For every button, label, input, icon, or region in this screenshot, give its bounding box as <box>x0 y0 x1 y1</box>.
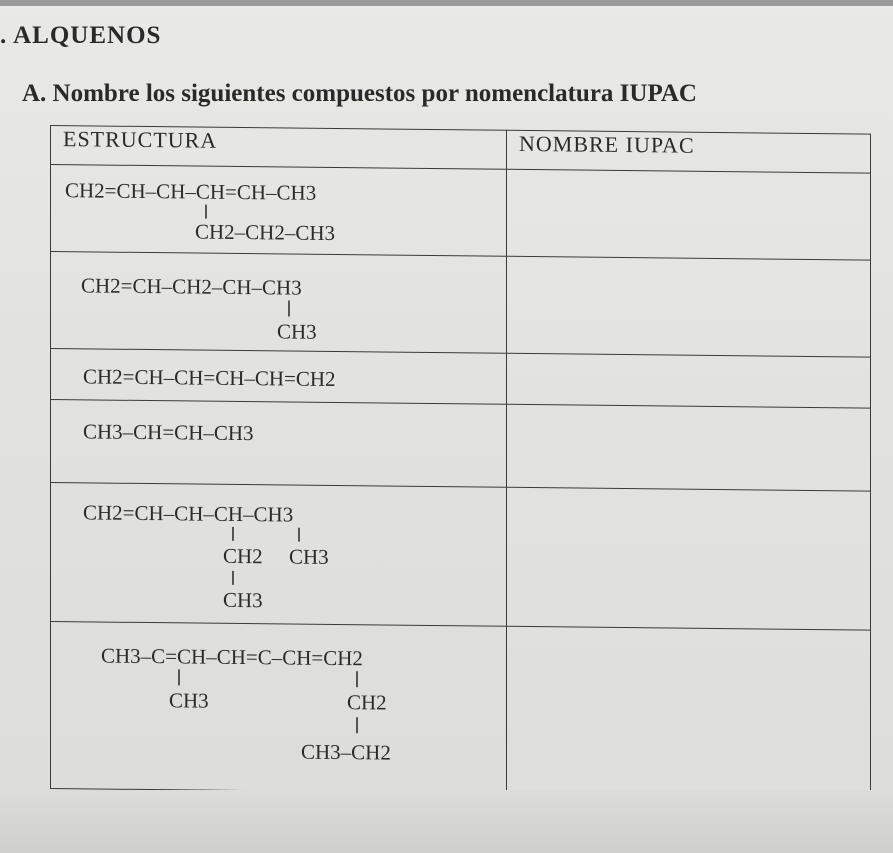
structure-cell <box>51 349 507 405</box>
structure-cell <box>51 165 507 257</box>
main-chain: CH3–C=CH–CH=C–CH=CH2 <box>101 643 363 671</box>
main-chain: CH2=CH–CH2–CH–CH3 <box>81 273 302 300</box>
branch: CH2 <box>347 690 387 715</box>
header-iupac-name: NOMBRE IUPAC <box>507 130 871 173</box>
structural-formula <box>51 349 506 404</box>
table-row <box>51 400 871 492</box>
iupac-name-field[interactable] <box>507 404 871 491</box>
structure-cell <box>51 252 507 354</box>
header-structure: ESTRUCTURA <box>51 126 507 170</box>
page-top-edge <box>0 0 893 6</box>
section-title: . ALQUENOS <box>0 22 162 49</box>
branch: CH3–CH2 <box>301 739 391 765</box>
iupac-name-field[interactable] <box>507 256 871 357</box>
iupac-name-field[interactable] <box>507 353 871 408</box>
structural-formula <box>51 622 506 793</box>
branch: CH2–CH2–CH3 <box>195 219 336 245</box>
table-row <box>51 483 871 631</box>
worksheet-table <box>50 125 871 798</box>
main-chain: CH3–CH=CH–CH3 <box>83 419 254 446</box>
branch: CH3 <box>223 587 263 613</box>
main-chain: CH2=CH–CH–CH–CH3 <box>83 500 294 527</box>
table-row <box>51 252 871 358</box>
structural-formula <box>51 252 506 353</box>
structural-formula <box>51 165 506 256</box>
structure-cell <box>51 483 507 627</box>
table-row <box>51 165 871 261</box>
branch: CH3 <box>289 544 329 569</box>
paper-bottom-area <box>0 790 893 853</box>
iupac-name-field[interactable] <box>507 626 871 797</box>
iupac-name-field[interactable] <box>507 169 871 260</box>
main-chain: CH2=CH–CH–CH=CH–CH3 <box>65 178 317 205</box>
branch: CH3 <box>169 688 209 713</box>
instruction-text: A. Nombre los siguientes compuestos por nomenclatura IUPAC <box>22 80 697 107</box>
structural-formula <box>51 400 506 487</box>
table-row <box>51 622 871 798</box>
branch: CH3 <box>277 319 317 344</box>
structure-cell <box>51 622 507 794</box>
main-chain: CH2=CH–CH=CH–CH=CH2 <box>83 364 336 391</box>
branch: CH2 <box>223 543 263 569</box>
iupac-name-field[interactable] <box>507 487 871 630</box>
structure-cell <box>51 400 507 488</box>
table-row <box>51 349 871 409</box>
structural-formula <box>51 483 506 626</box>
